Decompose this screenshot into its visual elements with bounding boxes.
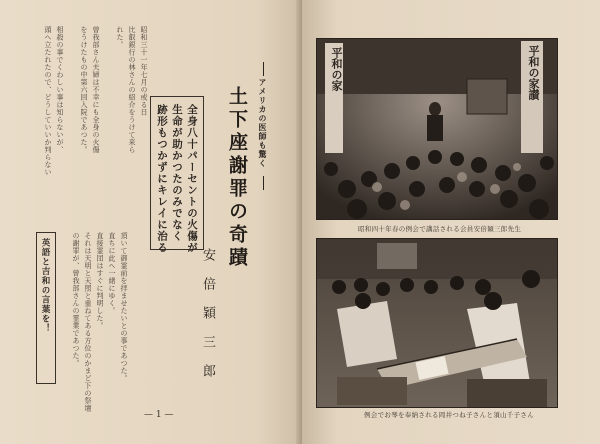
body-text-column: 直接霊団はすぐに判明した。 — [96, 232, 104, 330]
body-text-column: 昭和三十一年七月の或る日 — [140, 26, 148, 116]
highlight-text: 生命が助かつたのみでなく — [171, 104, 183, 242]
highlight-text: 跡形もつかずにキレイに治る — [156, 104, 168, 254]
body-text-column: をうけたもの中第六回入院であつた。 — [80, 26, 88, 154]
photo-caption-bottom: 例会でお琴を奉納される岡井つね子さんと須山千子さん — [364, 411, 534, 419]
page-number: — 1 — — [144, 410, 174, 420]
body-text-column: 比叡銀行の林さんの紹介をうけて来ら — [128, 26, 136, 154]
photo-koto-performance — [316, 238, 558, 408]
body-text-column: 曾我部さん夫婦は不幸にも全身の火傷 — [92, 26, 100, 154]
body-text-column: 頂いて御霊前を拝ませたいとの事であつた。 — [120, 232, 128, 382]
photo-lecture — [316, 38, 558, 220]
body-text-column: れた。 — [116, 26, 124, 49]
side-heading: 英語と吉和の言葉を！ — [40, 238, 50, 333]
author-name: 安倍穎三郎 — [200, 248, 215, 393]
banner-right: 平和の家讃 — [527, 45, 540, 100]
subtitle-rule — [263, 62, 264, 76]
banner-left: 平和の家 — [330, 47, 343, 91]
body-text-column: それは天明と天照と重ねてある方位のかまど下の祭壇 — [84, 232, 92, 412]
article-title: 土下座謝罪の奇蹟 — [226, 86, 248, 270]
right-page — [302, 0, 600, 444]
subtitle-rule — [263, 176, 264, 190]
subtitle: アメリカの医師も驚く — [258, 78, 268, 168]
body-text-column: の謝罪が、曾我部さんの霊業であつた。 — [72, 232, 80, 367]
highlight-text: 全身八十パーセントの火傷が — [186, 104, 198, 254]
body-text-column: 直ちに此へ一緒にゆく。 — [108, 232, 116, 315]
body-text-column: 頭へ立たれたので、どうしていいか判らない — [44, 26, 52, 176]
photo-caption-top: 昭和四十年春の例会で講話される会員安倍穎三郎先生 — [358, 225, 522, 233]
body-text-column: 相殺の事でくわしい事は知らないが、 — [56, 26, 64, 154]
